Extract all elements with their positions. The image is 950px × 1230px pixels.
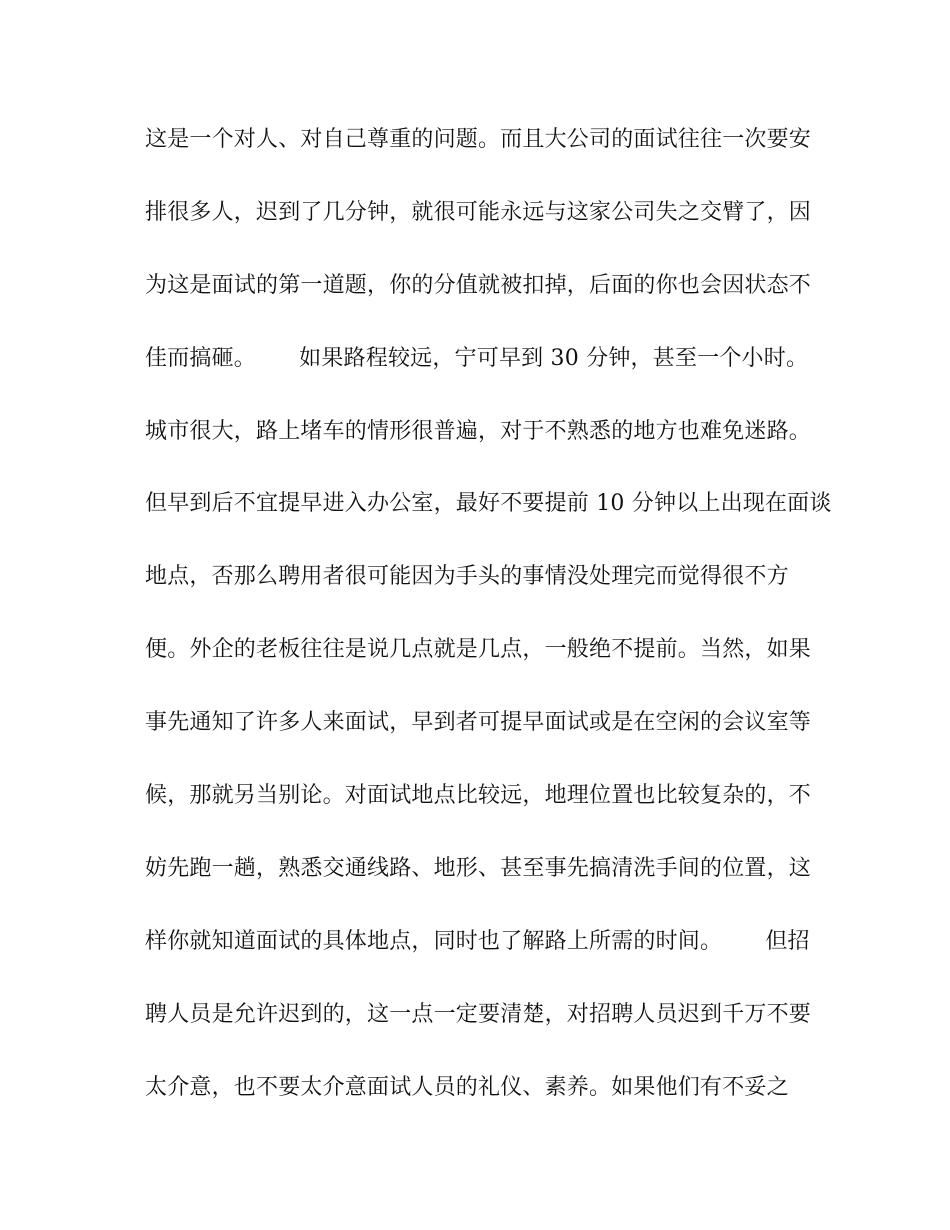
text-line: 样你就知道面试的具体地点，同时也了解路上所需的时间。 但招 xyxy=(145,928,810,954)
text-line: 排很多人，迟到了几分钟，就很可能永远与这家公司失之交臂了，因 xyxy=(145,199,812,225)
text-line: 便。外企的老板往往是说几点就是几点，一般绝不提前。当然，如果 xyxy=(145,637,812,663)
text-line: 妨先跑一趟，熟悉交通线路、地形、甚至事先搞清洗手间的位置，这 xyxy=(145,855,812,881)
text-line: 这是一个对人、对自己尊重的问题。而且大公司的面试往往一次要安 xyxy=(145,127,812,152)
text-line: 佳而搞砸。 如果路程较远，宁可早到 30 分钟，甚至一个小时。 xyxy=(145,345,809,371)
body-text xyxy=(145,120,832,1140)
text-line: 城市很大，路上堵车的情形很普遍，对于不熟悉的地方也难免迷路。 xyxy=(145,418,812,444)
text-line: 事先通知了许多人来面试，早到者可提早面试或是在空闲的会议室等 xyxy=(145,710,812,736)
text-line: 聘人员是允许迟到的，这一点一定要清楚，对招聘人员迟到千万不要 xyxy=(145,1001,812,1027)
text-line: 地点，否那么聘用者很可能因为手头的事情没处理完而觉得很不方 xyxy=(145,564,789,590)
text-line: 太介意，也不要太介意面试人员的礼仪、素养。如果他们有不妥之 xyxy=(145,1074,789,1100)
text-line: 为这是面试的第一道题，你的分值就被扣掉，后面的你也会因状态不 xyxy=(145,272,812,298)
text-line: 候，那就另当别论。对面试地点比较远，地理位置也比较复杂的，不 xyxy=(145,783,812,809)
text-line: 但早到后不宜提早进入办公室，最好不要提前 10 分钟以上出现在面谈 xyxy=(145,491,832,517)
